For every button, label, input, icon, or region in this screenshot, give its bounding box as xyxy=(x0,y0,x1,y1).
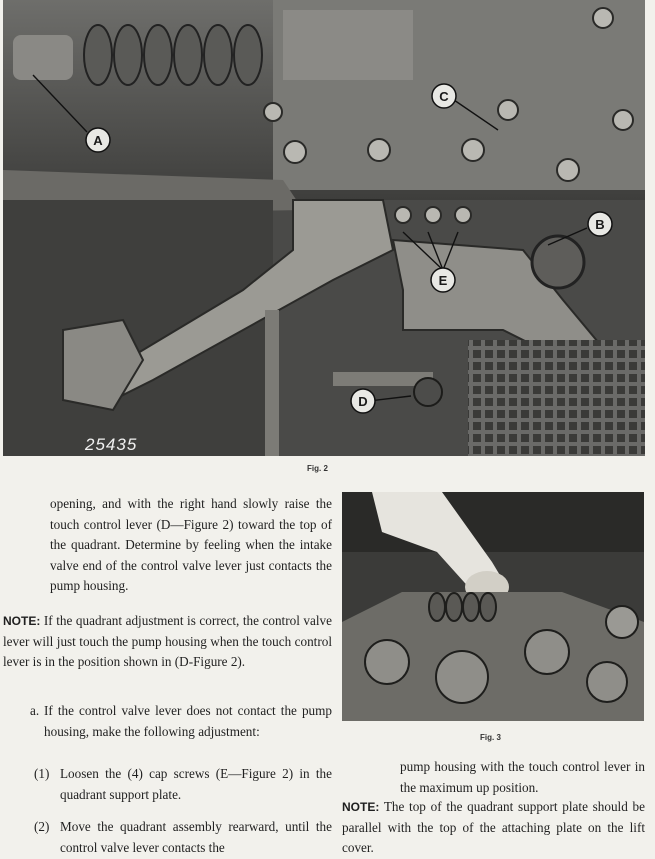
note-text-right: The top of the quadrant support plate should be parallel with the top of the attaching plate on the lift cover. xyxy=(342,799,645,855)
opening-paragraph: opening, and with the right hand slowly raise the touch control lever (D—Figure 2) toward the top of the quadrant. Determine by feeling when the intake valve end of the control valve lever just contacts the pump housing. xyxy=(50,496,332,593)
note-paragraph-left xyxy=(3,611,332,673)
svg-text:D: D xyxy=(358,394,368,409)
note-label-right: NOTE: xyxy=(342,800,380,814)
figure-3-caption: Fig. 3 xyxy=(480,733,501,742)
step-a xyxy=(30,701,332,742)
note-label: NOTE: xyxy=(3,614,41,628)
figure-2-photo xyxy=(3,0,645,456)
svg-text:E: E xyxy=(438,273,448,288)
callout-d xyxy=(351,389,375,413)
note-paragraph-right xyxy=(342,797,645,859)
step-1-text: Loosen the (4) cap screws (E—Figure 2) in the quadrant support plate. xyxy=(60,766,332,802)
step-1 xyxy=(34,764,332,805)
step-2 xyxy=(34,817,332,858)
note-text: If the quadrant adjustment is correct, the control valve lever will just touch the pump housing when the touch control lever is in the position shown in (D-Figure 2). xyxy=(3,613,332,669)
step-2-label: (2) xyxy=(34,819,50,834)
negative-number-stamp: 25435 xyxy=(85,435,138,454)
callout-e xyxy=(431,268,455,292)
callout-b xyxy=(588,212,612,236)
step-1-label: (1) xyxy=(34,766,50,781)
continuation-paragraph: pump housing with the touch control lever in the maximum up position. xyxy=(400,759,645,795)
step-a-label: a. xyxy=(30,703,40,718)
svg-text:C: C xyxy=(439,89,449,104)
callout-c xyxy=(432,84,456,108)
svg-text:A: A xyxy=(93,133,103,148)
step-2-text: Move the quadrant assembly rearward, until the control valve lever contacts the xyxy=(60,819,332,855)
callout-a xyxy=(86,128,110,152)
figure-2-caption: Fig. 2 xyxy=(307,464,328,473)
figure-3-photo xyxy=(342,492,644,721)
step-a-text: If the control valve lever does not contact the pump housing, make the following adjustment: xyxy=(44,703,332,739)
svg-text:B: B xyxy=(595,217,605,232)
